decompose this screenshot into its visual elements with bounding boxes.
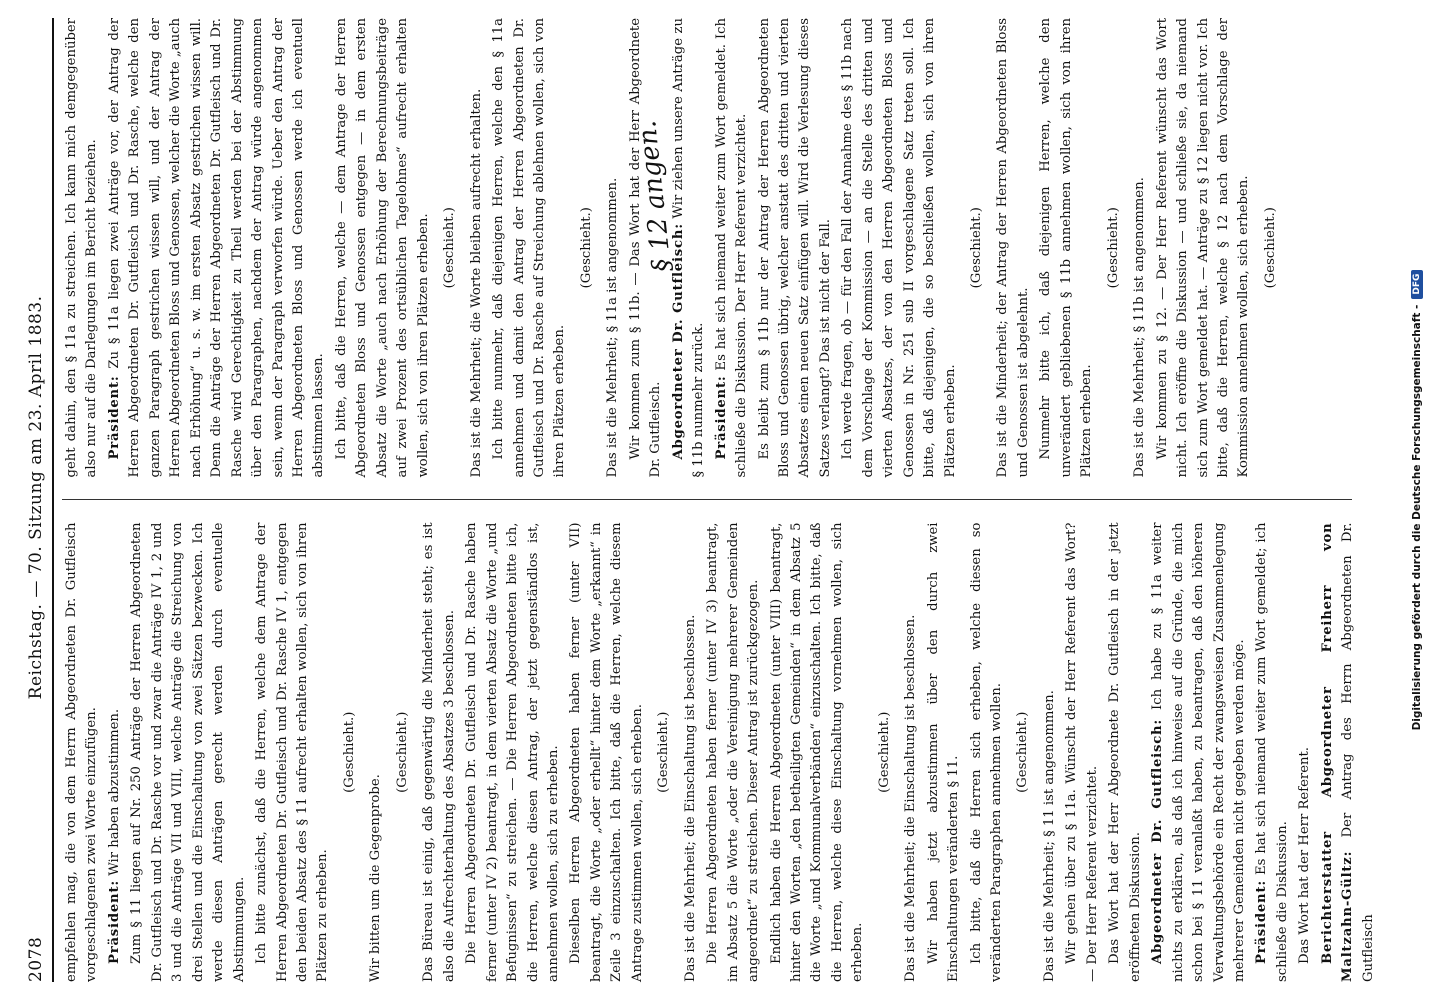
body-paragraph: Das ist die Mehrheit; § 11a ist angenommen.	[605, 177, 621, 478]
body-paragraph: Das ist die Mehrheit; § 11b ist angenommen.	[1132, 177, 1148, 478]
body-paragraph: Das Büreau ist einig, daß gegenwärtig die Minderheit steht; es ist also die Aufrechterhaltung des Absatzes 3 beschlossen.	[421, 522, 457, 982]
body-paragraph: Endlich haben die Herren Abgeordneten (unter VIII) beantragt, hinter den Worten „den betheiligten Gemeinden“ in dem Absatz 5 die Worte „und Kommunalverbänden“ einzuschalten. Ich bitte, daß die Herren, welche diese Einschaltung vornehmen wollen, sich erheben.	[768, 522, 866, 982]
stage-direction: (Geschieht.)	[656, 711, 672, 793]
stage-direction: (Geschieht.)	[876, 711, 892, 793]
body-paragraph: empfehlen mag, die von dem Herrn Abgeordneten Dr. Gutfleisch vorgeschlagenen zwei Worte einzufügen.	[64, 522, 100, 982]
body-paragraph: Nunmehr bitte ich, daß diejenigen Herren, welche den unverändert gebliebenen § 11b annehmen wollen, sich von ihren Plätzen erheben.	[1038, 18, 1095, 478]
speaker-name: Abgeordneter Dr. Gutfleisch:	[1150, 718, 1166, 964]
speech-paragraph	[712, 18, 753, 478]
speech-paragraph	[105, 523, 125, 983]
speech-paragraph	[1252, 523, 1293, 983]
body-paragraph: Zum § 11 liegen auf Nr. 250 Anträge der Herren Abgeordneten Dr. Gutfleisch und Dr. Rasche vor und zwar die Anträge IV 1, 2 und 3 und die Anträge VII und VIII, welche Anträge die Streichung von drei Stellen und die Einschaltung von zwei Sätzen bezwecken. Ich werde diesen Anträgen gerecht werden durch eventuelle Abstimmungen.	[129, 522, 247, 982]
body-paragraph: Ich bitte nunmehr, daß diejenigen Herren, welche den § 11a annehmen und damit den Antrag der Herren Abgeordneten Dr. Gutfleisch und Dr. Rasche auf Streichung ablehnen wollen, sich von ihren Plätzen erheben.	[491, 18, 568, 478]
speech-text: Wir haben abzustimmen.	[106, 708, 122, 876]
body-paragraph: Das ist die Mehrheit; die Einschaltung ist beschlossen.	[682, 614, 698, 982]
page-number: 2078	[26, 936, 46, 982]
body-paragraph: Es bleibt zum § 11b nur der Antrag der Herren Abgeordneten Bloss und Genossen übrig, welcher anstatt des dritten und vierten Absatzes einen neuen Satz einfügen will. Wird die Verlesung dieses Satzes verlangt? Das ist nicht der Fall.	[756, 18, 833, 478]
stage-direction: (Geschieht.)	[1015, 711, 1031, 793]
body-paragraph: Ich werde fragen, ob — für den Fall der Annahme des § 11b nach dem Vorschlage der Kommission — an die Stelle des dritten und vierten Absatzes, der von den Herren Abgeordneten Bloss und Genossen in Nr. 251 sub II vorgeschlagene Satz treten soll. Ich bitte, daß diejenigen, die so beschließen wollen, sich von ihren Plätzen erheben.	[840, 18, 958, 478]
page-footer	[1408, 18, 1426, 982]
body-paragraph: Dieselben Herren Abgeordneten haben ferner (unter VII) beantragt, die Worte „oder erhellt“ hinter dem Worte „erkannt“ in Zeile 3 einzuschalten. Ich bitte, daß die Herren, welche diesem Antrage zustimmen wollen, sich erheben.	[568, 522, 645, 982]
speech-text: Zu § 11a liegen zwei Anträge vor, der Antrag der Herren Abgeordneten Dr. Gutfleisch und Dr. Rasche, welche den ganzen Paragraph gestrichen wissen will, und der Antrag der Herren Abgeordneten Bloss und Genossen, welcher die Worte „auch nach Erhöhung“ u. s. w. im ersten Absatz gestrichen wissen will. Denn die Anträge der Herren Abgeordneten Dr. Gutfleisch und Dr. Rasche wird Gerechtigkeit zu Theil werden bei der Abstimmung über den Paragraphen, nachdem der Antrag würde angenommen sein, wenn der Paragraph verworfen würde. Ueber den Antrag der Herren Abgeordneten Bloss und Genossen werde ich eventuell abstimmen lassen.	[106, 17, 327, 478]
body-paragraph: Wir kommen zum § 11b. — Das Wort hat der Herr Abgeordnete Dr. Gutfleisch.	[627, 18, 664, 478]
stage-direction: (Geschieht.)	[578, 207, 594, 289]
body-paragraph: Wir gehen über zu § 11a. Wünscht der Herr Referent das Wort? — Der Herr Referent verzichtet.	[1064, 522, 1100, 982]
body-paragraph: Das ist die Minderheit; der Antrag der Herren Abgeordneten Bloss und Genossen ist abgelehnt.	[995, 18, 1031, 478]
speech-text: Es hat sich niemand weiter zum Wort gemeldet. Ich schließe die Diskussion. Der Herr Referent verzichtet.	[713, 18, 750, 478]
body-paragraph: Das Wort hat der Herr Abgeordnete Dr. Gutfleisch in der jetzt eröffneten Diskussion.	[1107, 522, 1143, 982]
speech-paragraph	[1318, 523, 1379, 983]
body-paragraph: Die Herren Abgeordneten Dr. Gutfleisch und Dr. Rasche haben ferner (unter IV 2) beantragt, in dem vierten Absatz die Worte „und Befugnissen“ zu streichen. — Die Herren Abgeordneten bitte ich, die Herren, welche diesen Antrag, der jetzt gegenständlos ist, annehmen wollen, sich zu erheben.	[464, 522, 561, 982]
page-header	[22, 18, 50, 982]
header-rule	[52, 18, 54, 982]
right-column	[62, 18, 1352, 478]
body-paragraph: Wir haben jetzt abzustimmen über den durch zwei Einschaltungen veränderten § 11.	[925, 522, 962, 982]
stage-direction: (Geschieht.)	[969, 207, 985, 289]
stage-direction: (Geschieht.)	[1262, 207, 1278, 289]
body-paragraph: Ich bitte zunächst, daß die Herren, welche dem Antrage der Herren Abgeordneten Dr. Gutfleisch und Dr. Rasche IV 1, entgegen den beiden Absatz des § 11 aufrecht erhalten wollen, sich von ihren Plätzen zu erheben.	[254, 522, 331, 982]
body-paragraph: Ich bitte, daß die Herren, welche — dem Antrage der Herren Abgeordneten Bloss und Genossen entgegen — in dem ersten Absatz die Worte „auch nach Erhöhung der Berechnungsbeiträge auf zwei Prozent des ortsüblichen Tagelohnes“ aufrecht erhalten wollen, sich von ihren Plätzen erheben.	[333, 18, 431, 478]
stage-direction: (Geschieht.)	[1105, 207, 1121, 289]
stage-direction: (Geschieht.)	[394, 711, 410, 793]
speech-paragraph	[105, 18, 330, 478]
column-divider	[62, 500, 1352, 501]
speech-text: Es hat sich niemand weiter zum Wort gemeldet; ich schließe die Diskussion.	[1254, 522, 1290, 982]
speaker-name: Präsident:	[713, 375, 729, 460]
speaker-name: Präsident:	[1254, 879, 1270, 964]
speech-text: Wir ziehen unsere Anträge zu § 11b nunmehr zurück.	[670, 18, 707, 478]
left-column	[62, 522, 1376, 983]
body-paragraph: Das ist die Mehrheit; § 11 ist angenommen.	[1041, 690, 1057, 982]
speech-text: Der Antrag des Herrn Abgeordneten Dr. Gutfleisch	[1340, 522, 1376, 982]
speaker-name: Abgeordneter Dr. Gutfleisch:	[670, 223, 686, 460]
speech-text: Ich habe zu § 11a weiter nichts zu erklären, als daß ich hinweise auf die Gründe, die mich schon bei § 11 veranlaßt haben, zu beantragen, daß den höheren Verwaltungsbehörde ein Recht der zwangsweisen Zusammenlegung mehrerer Gemeinden nicht gegeben werden möge.	[1150, 522, 1248, 982]
stage-direction: (Geschieht.)	[341, 711, 357, 793]
body-paragraph: geht dahin, den § 11a zu streichen. Ich kann mich demgegenüber also nur auf die Darlegungen im Bericht beziehen.	[64, 18, 100, 478]
speech-paragraph	[1148, 523, 1250, 983]
body-paragraph: Wir kommen zu § 12. — Der Herr Referent wünscht das Wort nicht. Ich eröffne die Diskussion — und schließe sie, da niemand sich zum Wort gemeldet hat. — Anträge zu § 12 liegen nicht vor. Ich bitte, daß die Herren, welche § 12 nach dem Vorschlage der Kommission annehmen wollen, sich erheben.	[1154, 18, 1252, 478]
body-paragraph: Das Wort hat der Herr Referent.	[1297, 747, 1313, 964]
dfg-logo: DFG	[1411, 270, 1423, 299]
speaker-name: Präsident:	[106, 375, 122, 460]
body-paragraph: Wir bitten um die Gegenprobe.	[368, 774, 384, 982]
text-columns	[62, 17, 1376, 982]
stage-direction: (Geschieht.)	[442, 207, 458, 289]
speaker-name: Berichterstatter Abgeordneter Freiherr von Maltzahn-Gültz:	[1319, 522, 1356, 982]
body-paragraph: Das ist die Mehrheit; die Einschaltung ist beschlossen.	[903, 614, 919, 982]
body-paragraph: Die Herren Abgeordneten haben ferner (unter IV 3) beantragt, im Absatz 5 die Worte „oder die Vereinigung mehrerer Gemeinden angeordnet“ zu streichen. Dieser Antrag ist zurückgezogen.	[705, 522, 762, 982]
body-paragraph: Das ist die Mehrheit; die Worte bleiben aufrecht erhalten.	[468, 88, 484, 478]
footer-credit: Digitalisierung gefördert durch die Deutsche Forschungsgemeinschaft -	[1411, 304, 1423, 731]
page-title: Reichstag. — 70. Sitzung am 23. April 1883.	[26, 295, 46, 700]
body-paragraph: Ich bitte, daß die Herren sich erheben, welche diesen so veränderten Paragraphen annehmen wollen.	[968, 522, 1005, 982]
speaker-name: Präsident:	[106, 879, 122, 964]
handwritten-annotation: § 12 angen.	[632, 118, 678, 274]
